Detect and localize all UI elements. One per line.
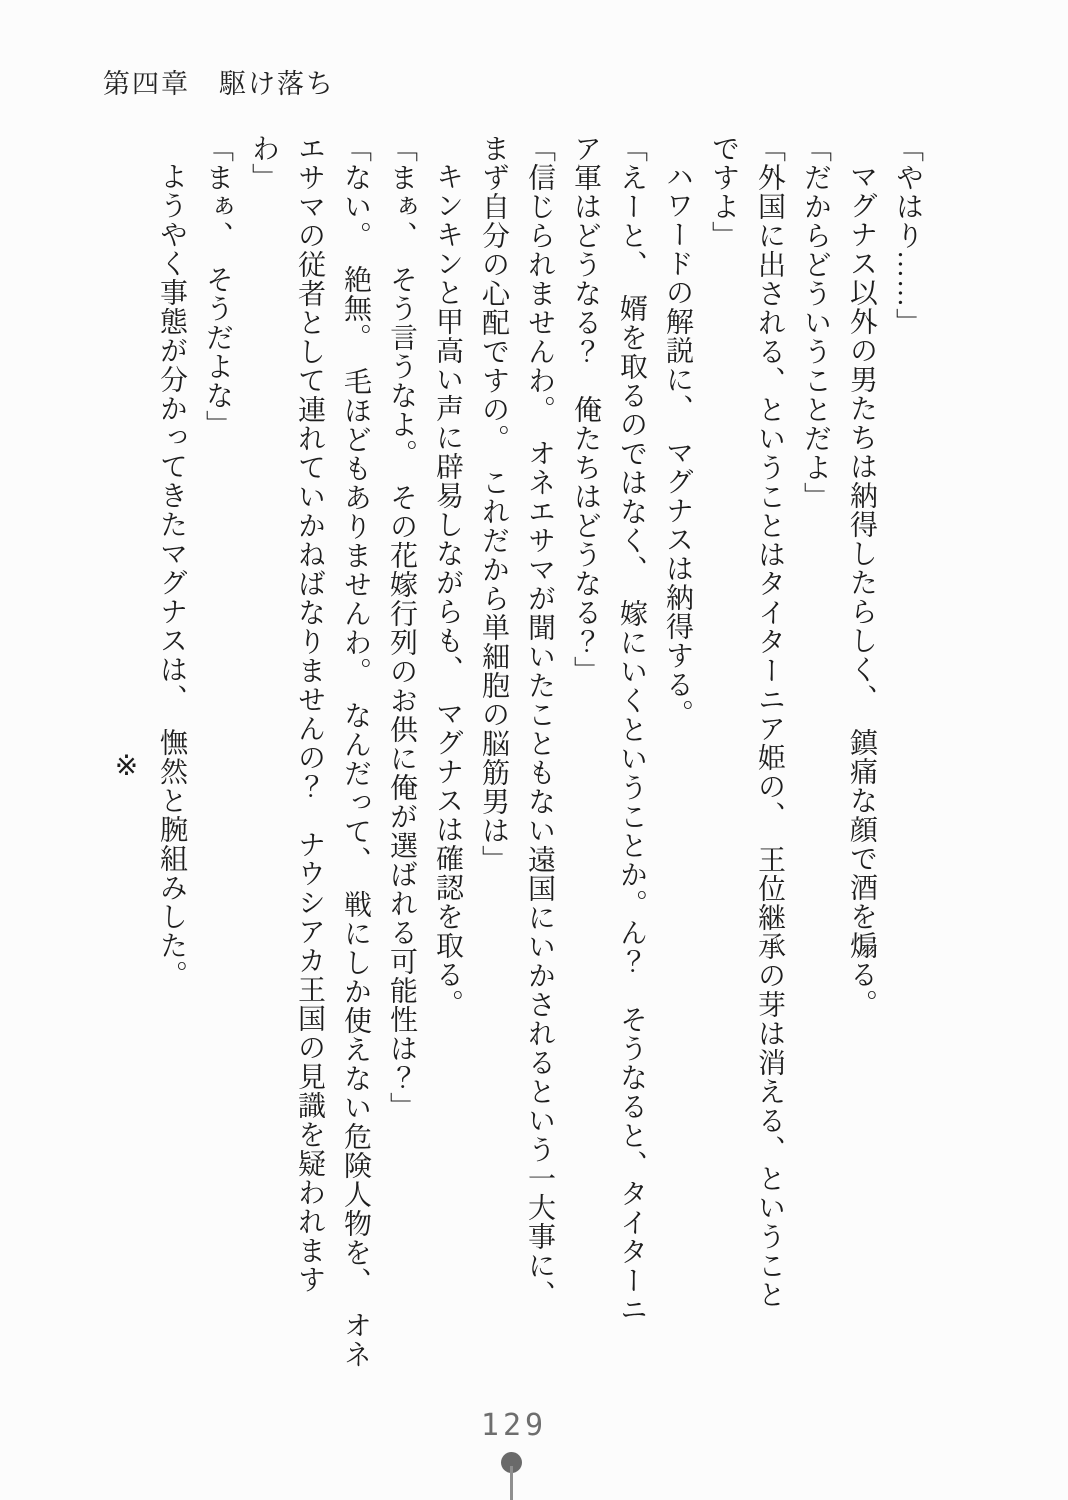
text-column: ア軍はどうなる？ 俺たちはどうなる？」 — [570, 134, 601, 685]
text-column: キンキンと甲高い声に辟易しながらも、 マグナスは確認を取る。 — [432, 162, 463, 1018]
section-separator: ※ — [110, 748, 141, 782]
text-column: 「まぁ、 そうだよな」 — [202, 134, 233, 439]
text-column: まず自分の心配ですの。 これだから単細胞の脳筋男は」 — [478, 134, 509, 874]
vertical-text-block — [102, 134, 930, 1396]
text-column: ハワードの解説に、 マグナスは納得する。 — [662, 162, 693, 728]
text-column: ようやく事態が分かってきたマグナスは、 憮然と腕組みした。 — [156, 162, 187, 989]
text-column: 「まぁ、 そう言うなよ。 その花嫁行列のお供に俺が選ばれる可能性は？」 — [386, 134, 417, 1121]
text-column: 「外国に出される、ということはタイターニア姫の、 王位継承の芽は消える、ということ — [754, 134, 785, 1309]
page-marker-line — [510, 1466, 513, 1500]
text-column: エサマの従者として連れていかねばなりませんの？ ナウシアカ王国の見識を疑われます — [294, 134, 325, 1294]
text-column: 「えーと、 婿を取るのではなく、 嫁にいくということか。ん？ そうなると、タイターニ — [616, 134, 647, 1324]
page-number: 129 — [480, 1408, 548, 1443]
text-column: わ」 — [248, 134, 279, 192]
text-column: 「信じられませんわ。 オネエサマが聞いたこともない遠国にいかされるという一大事に、 — [524, 134, 555, 1309]
text-column: ですよ」 — [708, 134, 739, 250]
text-column: 「だからどういうことだよ」 — [800, 134, 831, 511]
text-column: マグナス以外の男たちは納得したらしく、 鎮痛な顔で酒を煽る。 — [846, 162, 877, 1018]
chapter-header: 第四章 駆け落ち — [103, 69, 335, 99]
text-column: 「やはり……」 — [892, 134, 923, 337]
text-column: 「ない。 絶無。 毛ほどもありませんわ。 なんだって、 戦にしか使えない危険人物を、 オネ — [340, 134, 371, 1369]
